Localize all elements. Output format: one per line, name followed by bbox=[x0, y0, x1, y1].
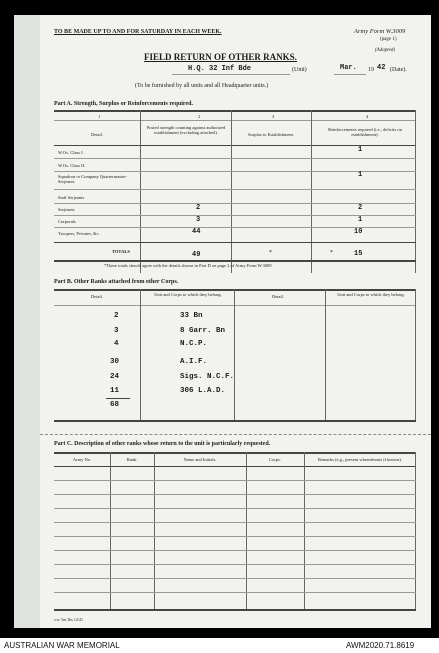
part-a-row-ptes-posted: 44 bbox=[192, 228, 201, 236]
part-b-row-2-unit: 8 Garr. Bn bbox=[180, 327, 226, 335]
part-a-colnum-2: 2 bbox=[198, 114, 201, 119]
part-a-row-sjt-detail: Serjeants bbox=[58, 207, 75, 212]
unit-label: (Unit) bbox=[292, 67, 307, 73]
part-a-row-cpl-posted: 3 bbox=[196, 216, 201, 224]
part-b-title: Part B. Other Ranks attached from other Corps. bbox=[54, 279, 179, 285]
part-b-row-1-unit: 33 Bn bbox=[180, 312, 203, 320]
date-label: (Date). bbox=[390, 67, 407, 73]
date-prefix: 19 bbox=[368, 67, 374, 73]
part-b-row-5-detail: 24 bbox=[110, 373, 120, 381]
binding-stub bbox=[14, 15, 41, 628]
instruction-line: TO BE MADE UP TO AND FOR SATURDAY IN EACH WEEK. bbox=[54, 29, 222, 35]
part-a-title: Part A. Strength, Surplus or Reinforcements required. bbox=[54, 101, 193, 107]
part-a-row-cqms-reinf: 1 bbox=[358, 171, 363, 179]
part-a-row-wo1-detail: W.Os. Class I. bbox=[58, 150, 84, 155]
part-c-header-name: Name and Initials. bbox=[183, 457, 217, 462]
part-c-header-remarks: Remarks (e.g., present whereabouts if known). bbox=[317, 457, 403, 462]
part-a-totals-mark-surplus: * bbox=[269, 250, 272, 256]
date-year: 42 bbox=[377, 64, 386, 72]
part-b-header-detail-2: Detail. bbox=[271, 294, 285, 299]
part-a-colnum-3: 3 bbox=[272, 114, 275, 119]
part-a-row-cpl-reinf: 1 bbox=[358, 216, 363, 224]
part-a-row-cqms-detail: Squadron or Company Quartermaster-Serjeants bbox=[58, 174, 128, 184]
part-a-colnum-4: 4 bbox=[366, 114, 369, 119]
part-b-row-1-detail: 2 bbox=[114, 312, 119, 320]
part-b-row-3-unit: N.C.P. bbox=[180, 340, 208, 348]
furnish-note: (To be furnished by all units and all Headquarter units.) bbox=[135, 83, 269, 89]
part-a-totals-mark-reinf: * bbox=[330, 250, 333, 256]
unit-value: H.Q. 32 Inf Bde bbox=[188, 65, 252, 73]
form-page bbox=[40, 15, 431, 628]
part-a-row-sjt-reinf: 2 bbox=[358, 204, 363, 212]
part-a-row-ptes-detail: Troopers, Privates, &c. bbox=[58, 231, 100, 236]
part-a-footnote: *These totals should agree with the details shown in Part D on page 2 of Army Form W.3009. bbox=[104, 263, 273, 268]
part-b-header-unit-2: Unit and Corps to which they belong. bbox=[337, 292, 405, 297]
part-c-header-army-no: Army No. bbox=[72, 457, 92, 462]
part-a-row-ssgt-detail: Staff Serjeants bbox=[58, 195, 85, 200]
part-b-row-4-unit: A.I.F. bbox=[180, 358, 208, 366]
archive-name: AUSTRALIAN WAR MEMORIAL bbox=[4, 641, 120, 650]
part-c-header-rank: Rank. bbox=[126, 457, 138, 462]
part-a-header-posted: Posted strength counting against authorized establishment (excluding attached). bbox=[146, 125, 226, 135]
part-a-row-wo2-detail: W.Os. Class II. bbox=[58, 163, 86, 168]
part-c-header-corps: Corps. bbox=[269, 457, 281, 462]
part-a-header-reinforcements: Reinforcements required (i.e., deficits on establishment). bbox=[328, 127, 402, 137]
part-a-header-detail: Detail. bbox=[90, 132, 104, 137]
part-b-row-5-unit: Sigs. N.C.F. bbox=[180, 373, 235, 381]
part-b-row-2-detail: 3 bbox=[114, 327, 119, 335]
part-b-row-6-unit: 306 L.A.D. bbox=[180, 387, 226, 395]
part-a-totals-posted: 49 bbox=[192, 251, 201, 259]
part-a-colnum-1: 1 bbox=[98, 114, 101, 119]
part-b-header-detail-1: Detail. bbox=[90, 294, 104, 299]
document-sheet bbox=[14, 15, 431, 628]
archive-footer bbox=[0, 638, 439, 653]
part-a-row-cpl-detail: Corporals bbox=[58, 219, 76, 224]
adapted-note: (Adapted) bbox=[375, 48, 395, 53]
part-b-total: 68 bbox=[110, 401, 120, 409]
print-code: s.w. 5m 3bs 12/41 bbox=[54, 617, 83, 622]
part-b-header-unit-1: Unit and Corps to which they belong. bbox=[154, 292, 222, 297]
part-a-row-ptes-reinf: 10 bbox=[354, 228, 363, 236]
part-a-row-sjt-posted: 2 bbox=[196, 204, 201, 212]
part-b-row-4-detail: 30 bbox=[110, 358, 120, 366]
part-c-title: Part C. Description of other ranks whose return to the unit is particularly requested. bbox=[54, 441, 271, 447]
form-title: FIELD RETURN OF OTHER RANKS. bbox=[144, 52, 297, 62]
part-a-header-surplus: Surplus to Establishment. bbox=[247, 132, 295, 137]
archive-reference: AWM2020.71.8619 bbox=[346, 641, 415, 650]
part-a-totals-label: TOTALS bbox=[112, 249, 130, 254]
fold-line bbox=[40, 434, 431, 435]
part-b-row-3-detail: 4 bbox=[114, 340, 119, 348]
form-reference: Army Form W.3009 bbox=[354, 28, 406, 35]
page-reference: (page 1) bbox=[380, 37, 397, 42]
part-a-row-wo1-reinf: 1 bbox=[358, 146, 363, 154]
date-month: Mar. bbox=[340, 64, 357, 72]
part-b-row-6-detail: 11 bbox=[110, 387, 120, 395]
part-a-totals-reinf: 15 bbox=[354, 250, 363, 258]
